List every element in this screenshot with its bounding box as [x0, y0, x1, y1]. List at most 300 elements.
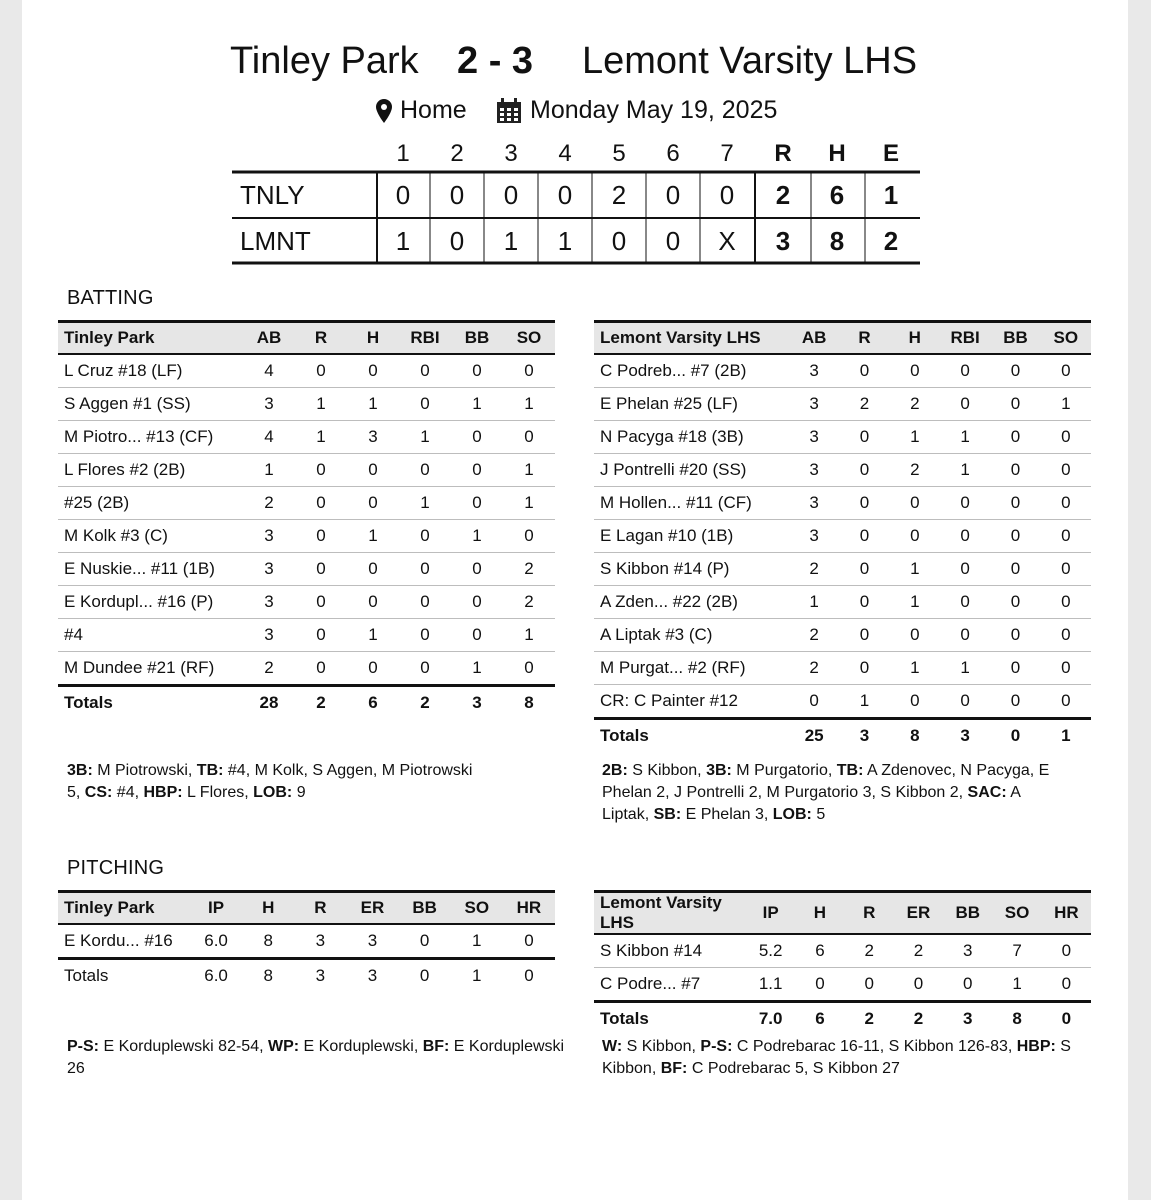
- stat-h: 2: [890, 388, 940, 421]
- table-row: [58, 388, 555, 421]
- total-hr: 0: [503, 959, 555, 993]
- note-label: CS:: [84, 784, 113, 801]
- col-header: SO: [451, 892, 503, 925]
- stat-r: 0: [839, 652, 889, 685]
- col-header: IP: [746, 892, 795, 935]
- note-label: SB:: [653, 806, 682, 823]
- stat-ab: 1: [243, 454, 295, 487]
- stat-ab: 2: [243, 652, 295, 686]
- hits-header: H: [828, 140, 846, 167]
- stat-h: 1: [890, 553, 940, 586]
- stat-r: 1: [295, 388, 347, 421]
- stat-ab: 3: [243, 586, 295, 619]
- total-bb: 3: [943, 1002, 992, 1036]
- pitching-team-header: Lemont Varsity LHS: [594, 892, 746, 935]
- stat-ab: 3: [789, 520, 839, 553]
- table-row: [594, 685, 1091, 719]
- player-name: E Kordupl... #16 (P): [58, 586, 243, 619]
- note-text: 5: [811, 806, 826, 823]
- stat-r: 0: [295, 586, 347, 619]
- total-hits: 8: [829, 226, 845, 256]
- total-rbi: 3: [940, 719, 990, 753]
- stat-r: 0: [295, 454, 347, 487]
- inning-score: 0: [395, 180, 411, 210]
- note-text: #4, M Kolk, S Aggen, M Piotrowski 5,: [67, 762, 473, 801]
- stat-h: 1: [347, 520, 399, 553]
- table-row: [58, 487, 555, 520]
- stat-bb: 0: [990, 652, 1040, 685]
- note-text: 9: [292, 784, 306, 801]
- stat-r: 0: [295, 520, 347, 553]
- stat-rbi: 1: [399, 487, 451, 520]
- table-row: [58, 553, 555, 586]
- batting-team-header: Tinley Park: [58, 322, 243, 355]
- date-label: Monday May 19, 2025: [530, 96, 778, 124]
- batting-notes-away: [67, 760, 487, 804]
- total-ip: 7.0: [746, 1002, 795, 1036]
- note-text: L Flores,: [182, 784, 254, 801]
- stat-bb: 0: [990, 619, 1040, 652]
- stat-so: 0: [1041, 354, 1091, 388]
- player-name: N Pacyga #18 (3B): [594, 421, 789, 454]
- col-header: BB: [990, 322, 1040, 355]
- stat-h: 6: [795, 934, 844, 968]
- stat-h: 0: [890, 487, 940, 520]
- table-row: [58, 924, 555, 959]
- note-text: A Liptak,: [602, 784, 1021, 823]
- stat-ab: 3: [243, 553, 295, 586]
- stat-ab: 3: [789, 388, 839, 421]
- inning-5-header: 5: [612, 140, 626, 167]
- stat-ab: 3: [243, 388, 295, 421]
- stat-so: 1: [503, 487, 555, 520]
- inning-score: 0: [611, 226, 627, 256]
- stat-h: 1: [890, 586, 940, 619]
- inning-score: 0: [665, 226, 681, 256]
- stat-h: 0: [890, 685, 940, 719]
- stat-ip: 5.2: [746, 934, 795, 968]
- stat-bb: 0: [990, 421, 1040, 454]
- stat-ab: 3: [243, 520, 295, 553]
- stat-hr: 0: [503, 924, 555, 959]
- total-runs: 2: [775, 180, 791, 210]
- stat-bb: 0: [990, 354, 1040, 388]
- col-header: IP: [190, 892, 242, 925]
- stat-bb: 0: [990, 487, 1040, 520]
- table-row: [58, 652, 555, 686]
- note-label: SAC:: [967, 784, 1007, 801]
- stat-so: 1: [1041, 388, 1091, 421]
- stat-hr: 0: [1042, 934, 1091, 968]
- stat-bb: 0: [399, 924, 451, 959]
- stat-so: 1: [451, 924, 503, 959]
- col-header: AB: [243, 322, 295, 355]
- stat-h: 1: [347, 619, 399, 652]
- note-label: BF:: [422, 1038, 450, 1055]
- note-text: S Kibbon,: [602, 1038, 1071, 1077]
- final-score: 2 - 3: [457, 40, 534, 82]
- player-name: S Kibbon #14: [594, 934, 746, 968]
- player-name: S Aggen #1 (SS): [58, 388, 243, 421]
- player-name: C Podreb... #7 (2B): [594, 354, 789, 388]
- batting-section-title: BATTING: [67, 287, 154, 309]
- total-bb: 0: [399, 959, 451, 993]
- batting-team-header: Lemont Varsity LHS: [594, 322, 789, 355]
- stat-r: 2: [839, 388, 889, 421]
- note-text: E Phelan 3,: [681, 806, 773, 823]
- stat-so: 0: [1041, 652, 1091, 685]
- total-bb: 3: [451, 686, 503, 720]
- col-header: H: [890, 322, 940, 355]
- stat-rbi: 0: [399, 586, 451, 619]
- table-row: [594, 520, 1091, 553]
- note-label: WP:: [267, 1038, 300, 1055]
- col-header: BB: [399, 892, 451, 925]
- inning-score: 0: [449, 180, 465, 210]
- note-text: E Korduplewski,: [299, 1038, 423, 1055]
- total-runs: 3: [775, 226, 791, 256]
- table-row: [58, 619, 555, 652]
- note-text: M Piotrowski,: [92, 762, 197, 779]
- note-label: 3B:: [706, 762, 732, 779]
- total-r: 2: [845, 1002, 894, 1036]
- stat-bb: 0: [451, 487, 503, 520]
- note-label: LOB:: [253, 784, 293, 801]
- pitching-table-home: [594, 890, 1091, 1035]
- total-h: 8: [242, 959, 294, 993]
- total-bb: 0: [990, 719, 1040, 753]
- col-header: R: [294, 892, 346, 925]
- inning-6-header: 6: [666, 140, 680, 167]
- stat-r: 0: [839, 553, 889, 586]
- note-text: E Korduplewski 26: [67, 1038, 565, 1077]
- box-score-page: [22, 0, 1128, 1200]
- note-label: 2B:: [602, 762, 628, 779]
- stat-bb: 0: [451, 454, 503, 487]
- table-row: [594, 487, 1091, 520]
- stat-h: 0: [347, 586, 399, 619]
- stat-bb: 0: [990, 553, 1040, 586]
- stat-h: 0: [890, 520, 940, 553]
- total-errors: 1: [883, 180, 899, 210]
- stat-r: 0: [839, 487, 889, 520]
- stat-bb: 0: [451, 421, 503, 454]
- location-label: Home: [400, 96, 467, 124]
- stat-rbi: 0: [399, 454, 451, 487]
- note-text: M Purgatorio,: [731, 762, 837, 779]
- stat-r: 0: [839, 421, 889, 454]
- total-errors: 2: [883, 226, 899, 256]
- stat-h: 1: [890, 652, 940, 685]
- totals-label: Totals: [58, 959, 190, 993]
- stat-ab: 0: [789, 685, 839, 719]
- inning-4-header: 4: [558, 140, 572, 167]
- col-header: H: [242, 892, 294, 925]
- pitching-section-title: PITCHING: [67, 857, 165, 879]
- stat-r: 0: [845, 968, 894, 1002]
- total-so: 8: [992, 1002, 1041, 1036]
- totals-row: [58, 959, 555, 993]
- note-text: S Kibbon,: [622, 1038, 701, 1055]
- away-team-name: Tinley Park: [230, 40, 419, 82]
- col-header: R: [295, 322, 347, 355]
- player-name: M Dundee #21 (RF): [58, 652, 243, 686]
- stat-so: 0: [1041, 487, 1091, 520]
- stat-r: 1: [295, 421, 347, 454]
- totals-row: [594, 719, 1091, 753]
- player-name: #4: [58, 619, 243, 652]
- linescore-row-away: [232, 173, 920, 217]
- table-row: [594, 421, 1091, 454]
- stat-bb: 0: [451, 619, 503, 652]
- pitching-notes-away: [67, 1036, 567, 1080]
- table-row: [594, 454, 1091, 487]
- total-so: 1: [451, 959, 503, 993]
- home-team-name: Lemont Varsity LHS: [582, 40, 918, 82]
- player-name: E Lagan #10 (1B): [594, 520, 789, 553]
- total-hits: 6: [829, 180, 845, 210]
- total-r: 2: [295, 686, 347, 720]
- stat-rbi: 0: [940, 388, 990, 421]
- stat-h: 1: [890, 421, 940, 454]
- stat-bb: 0: [943, 968, 992, 1002]
- player-name: M Purgat... #2 (RF): [594, 652, 789, 685]
- stat-rbi: 0: [399, 652, 451, 686]
- stat-so: 0: [1041, 520, 1091, 553]
- table-row: [594, 388, 1091, 421]
- stat-rbi: 1: [399, 421, 451, 454]
- stat-ab: 2: [789, 619, 839, 652]
- table-row: [58, 586, 555, 619]
- linescore-team: LMNT: [240, 226, 311, 256]
- stat-r: 0: [295, 652, 347, 686]
- note-label: P-S:: [67, 1038, 99, 1055]
- inning-7-header: 7: [720, 140, 734, 167]
- stat-h: 8: [242, 924, 294, 959]
- note-text: C Podrebarac 16-11, S Kibbon 126-83,: [732, 1038, 1017, 1055]
- table-row: [58, 454, 555, 487]
- stat-so: 0: [1041, 553, 1091, 586]
- stat-ab: 2: [789, 652, 839, 685]
- table-row: [58, 354, 555, 388]
- total-r: 3: [839, 719, 889, 753]
- player-name: L Flores #2 (2B): [58, 454, 243, 487]
- stat-so: 0: [1041, 454, 1091, 487]
- batting-table-home: [594, 320, 1091, 752]
- table-row: [594, 553, 1091, 586]
- total-hr: 0: [1042, 1002, 1091, 1036]
- stat-so: 0: [503, 520, 555, 553]
- player-name: A Liptak #3 (C): [594, 619, 789, 652]
- stat-so: 0: [503, 421, 555, 454]
- stat-r: 2: [845, 934, 894, 968]
- stat-so: 0: [503, 354, 555, 388]
- stat-r: 0: [295, 619, 347, 652]
- col-header: SO: [503, 322, 555, 355]
- stat-er: 2: [894, 934, 943, 968]
- stat-bb: 3: [943, 934, 992, 968]
- pitching-team-header: Tinley Park: [58, 892, 190, 925]
- note-label: TB:: [836, 762, 864, 779]
- table-row: [594, 619, 1091, 652]
- stat-er: 3: [346, 924, 398, 959]
- col-header: RBI: [940, 322, 990, 355]
- inning-score: 0: [449, 226, 465, 256]
- player-name: M Hollen... #11 (CF): [594, 487, 789, 520]
- note-label: P-S:: [700, 1038, 733, 1055]
- stat-h: 0: [347, 487, 399, 520]
- stat-rbi: 0: [399, 354, 451, 388]
- col-header: H: [795, 892, 844, 935]
- note-text: C Podrebarac 5, S Kibbon 27: [687, 1060, 900, 1077]
- total-h: 6: [795, 1002, 844, 1036]
- stat-so: 0: [1041, 619, 1091, 652]
- stat-so: 0: [503, 652, 555, 686]
- stat-bb: 0: [451, 354, 503, 388]
- stat-rbi: 1: [940, 454, 990, 487]
- player-name: E Nuskie... #11 (1B): [58, 553, 243, 586]
- stat-rbi: 0: [399, 520, 451, 553]
- note-label: LOB:: [772, 806, 812, 823]
- inning-score: 0: [503, 180, 519, 210]
- total-h: 8: [890, 719, 940, 753]
- stat-rbi: 0: [399, 388, 451, 421]
- player-name: S Kibbon #14 (P): [594, 553, 789, 586]
- stat-so: 0: [1041, 586, 1091, 619]
- player-name: E Phelan #25 (LF): [594, 388, 789, 421]
- stat-rbi: 0: [940, 586, 990, 619]
- stat-r: 0: [839, 619, 889, 652]
- table-row: [594, 968, 1091, 1002]
- totals-label: Totals: [594, 719, 789, 753]
- stat-h: 3: [347, 421, 399, 454]
- inning-1-header: 1: [396, 140, 410, 167]
- table-row: [594, 934, 1091, 968]
- col-header: R: [839, 322, 889, 355]
- col-header: BB: [943, 892, 992, 935]
- stat-bb: 1: [451, 388, 503, 421]
- inning-score: X: [718, 226, 736, 256]
- table-row: [594, 652, 1091, 685]
- inning-score: 1: [557, 226, 573, 256]
- player-name: A Zden... #22 (2B): [594, 586, 789, 619]
- stat-ab: 3: [789, 487, 839, 520]
- inning-score: 2: [611, 180, 627, 210]
- col-header: BB: [451, 322, 503, 355]
- stat-r: 0: [839, 520, 889, 553]
- totals-row: [58, 686, 555, 720]
- stat-bb: 1: [451, 652, 503, 686]
- stat-r: 0: [839, 354, 889, 388]
- total-er: 2: [894, 1002, 943, 1036]
- table-row: [594, 586, 1091, 619]
- linescore-row-home: [232, 219, 920, 263]
- player-name: J Pontrelli #20 (SS): [594, 454, 789, 487]
- totals-label: Totals: [594, 1002, 746, 1036]
- stat-ab: 3: [243, 619, 295, 652]
- note-label: TB:: [196, 762, 224, 779]
- inning-3-header: 3: [504, 140, 518, 167]
- stat-h: 0: [347, 652, 399, 686]
- stat-r: 0: [839, 586, 889, 619]
- stat-rbi: 0: [940, 619, 990, 652]
- stat-ab: 4: [243, 354, 295, 388]
- errors-header: E: [882, 140, 899, 167]
- stat-rbi: 1: [940, 652, 990, 685]
- note-text: E Korduplewski 82-54,: [99, 1038, 268, 1055]
- col-header: R: [845, 892, 894, 935]
- stat-bb: 0: [451, 586, 503, 619]
- stat-r: 0: [295, 553, 347, 586]
- runs-header: R: [774, 140, 792, 167]
- stat-rbi: 0: [940, 685, 990, 719]
- batting-table-away: [58, 320, 555, 719]
- player-name: E Kordu... #16: [58, 924, 190, 959]
- inning-2-header: 2: [450, 140, 464, 167]
- stat-rbi: 0: [940, 553, 990, 586]
- stat-rbi: 0: [399, 619, 451, 652]
- stat-h: 1: [347, 388, 399, 421]
- stat-so: 0: [1041, 685, 1091, 719]
- stat-bb: 0: [990, 520, 1040, 553]
- col-header: HR: [503, 892, 555, 925]
- stat-h: 0: [347, 354, 399, 388]
- note-text: #4,: [112, 784, 144, 801]
- stat-so: 2: [503, 553, 555, 586]
- stat-so: 1: [503, 388, 555, 421]
- stat-bb: 0: [990, 586, 1040, 619]
- total-ip: 6.0: [190, 959, 242, 993]
- col-header: HR: [1042, 892, 1091, 935]
- stat-rbi: 0: [940, 487, 990, 520]
- stat-bb: 0: [990, 388, 1040, 421]
- stat-r: 3: [294, 924, 346, 959]
- stat-ab: 1: [789, 586, 839, 619]
- player-name: #25 (2B): [58, 487, 243, 520]
- note-label: BF:: [660, 1060, 688, 1077]
- stat-bb: 0: [451, 553, 503, 586]
- totals-row: [594, 1002, 1091, 1036]
- stat-so: 1: [503, 619, 555, 652]
- stat-rbi: 1: [940, 421, 990, 454]
- pitching-table-away: [58, 890, 555, 992]
- player-name: L Cruz #18 (LF): [58, 354, 243, 388]
- stat-bb: 0: [990, 454, 1040, 487]
- inning-score: 0: [719, 180, 735, 210]
- stat-rbi: 0: [940, 354, 990, 388]
- total-ab: 28: [243, 686, 295, 720]
- inning-score: 0: [557, 180, 573, 210]
- stat-h: 0: [347, 454, 399, 487]
- total-r: 3: [294, 959, 346, 993]
- stat-bb: 0: [990, 685, 1040, 719]
- total-rbi: 2: [399, 686, 451, 720]
- stat-h: 0: [890, 619, 940, 652]
- stat-ip: 1.1: [746, 968, 795, 1002]
- stat-so: 2: [503, 586, 555, 619]
- col-header: ER: [894, 892, 943, 935]
- inning-score: 1: [395, 226, 411, 256]
- batting-notes-home: [602, 760, 1062, 826]
- linescore-team: TNLY: [240, 180, 305, 210]
- stat-rbi: 0: [399, 553, 451, 586]
- player-name: M Piotro... #13 (CF): [58, 421, 243, 454]
- stat-bb: 1: [451, 520, 503, 553]
- inning-score: 1: [503, 226, 519, 256]
- stat-so: 1: [503, 454, 555, 487]
- totals-label: Totals: [58, 686, 243, 720]
- stat-ab: 2: [243, 487, 295, 520]
